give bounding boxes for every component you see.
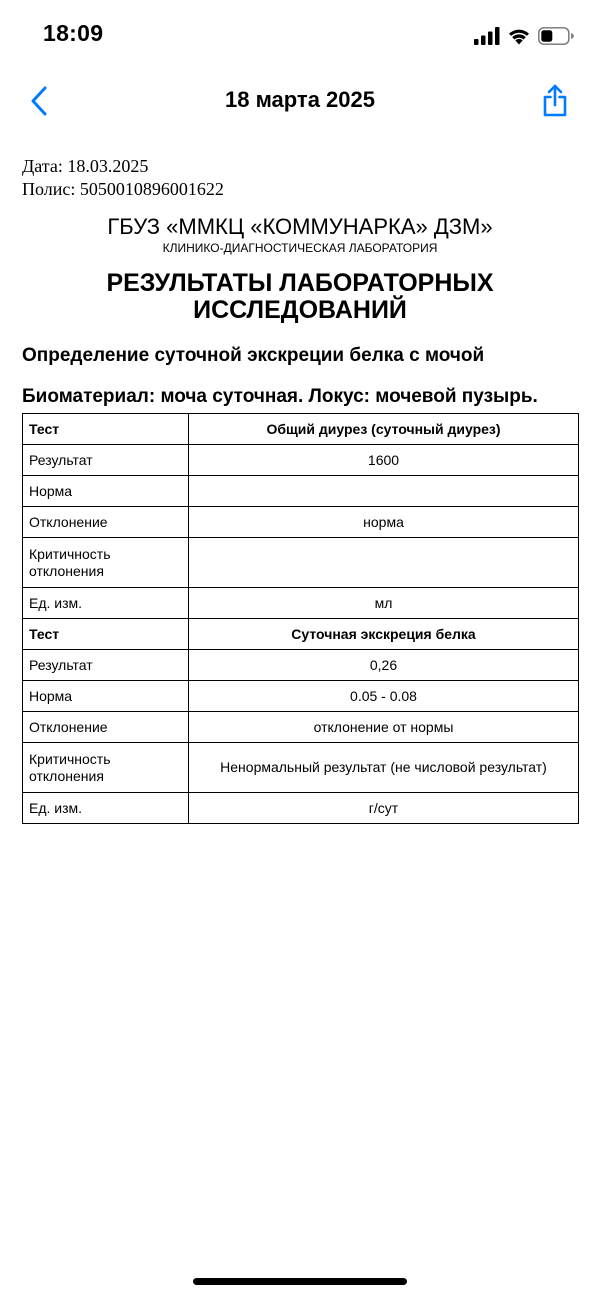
test-name: Суточная экскреция белка	[189, 619, 579, 650]
wifi-icon	[507, 27, 531, 45]
table-row	[23, 588, 579, 619]
row-value: 0.05 - 0.08	[189, 681, 579, 712]
table-row	[23, 681, 579, 712]
organization-name: ГБУЗ «ММКЦ «КОММУНАРКА» ДЗМ»	[107, 214, 493, 239]
table-row	[23, 538, 579, 588]
row-label: Критичность отклонения	[23, 743, 189, 793]
row-value: 1600	[189, 445, 579, 476]
test-header-row	[23, 619, 579, 650]
row-value: отклонение от нормы	[189, 712, 579, 743]
laboratory-name: КЛИНИКО-ДИАГНОСТИЧЕСКАЯ ЛАБОРАТОРИЯ	[162, 241, 438, 255]
document-title-line-1: РЕЗУЛЬТАТЫ ЛАБОРАТОРНЫХ	[106, 269, 494, 297]
table-row	[23, 445, 579, 476]
row-value: 0,26	[189, 650, 579, 681]
row-label: Результат	[23, 445, 189, 476]
document-date: Дата: 18.03.2025	[22, 156, 149, 176]
table-row	[23, 743, 579, 793]
document-title-line-2: ИССЛЕДОВАНИЙ	[193, 296, 407, 324]
share-icon	[542, 84, 568, 118]
row-value: Ненормальный результат (не числовой результат)	[189, 743, 579, 793]
test-name: Общий диурез (суточный диурез)	[189, 414, 579, 445]
status-time: 18:09	[43, 20, 104, 46]
home-indicator[interactable]	[193, 1278, 407, 1285]
table-row	[23, 476, 579, 507]
row-label: Результат	[23, 650, 189, 681]
row-value	[189, 476, 579, 507]
nav-title: 18 марта 2025	[224, 87, 375, 112]
row-value: г/сут	[189, 793, 579, 824]
row-label: Критичность отклонения	[23, 538, 189, 588]
navigation-bar	[0, 72, 600, 132]
cellular-signal-icon	[474, 27, 500, 45]
row-label: Норма	[23, 681, 189, 712]
policy-number: Полис: 5050010896001622	[22, 179, 224, 199]
battery-icon	[538, 27, 574, 45]
table-row	[23, 507, 579, 538]
table-row	[23, 650, 579, 681]
table-row	[23, 712, 579, 743]
share-button[interactable]	[540, 82, 570, 120]
biomaterial-line: Биоматериал: моча суточная. Локус: мочевой пузырь.	[22, 386, 538, 407]
status-icons	[474, 24, 574, 48]
row-label: Отклонение	[23, 507, 189, 538]
results-table	[22, 413, 579, 824]
status-bar	[0, 0, 600, 70]
document-view	[22, 155, 578, 824]
test-header-label: Тест	[23, 619, 189, 650]
test-header-label: Тест	[23, 414, 189, 445]
row-label: Норма	[23, 476, 189, 507]
row-value: норма	[189, 507, 579, 538]
section-title: Определение суточной экскреции белка с мочой	[22, 345, 485, 366]
row-label: Ед. изм.	[23, 793, 189, 824]
document-title	[22, 270, 578, 324]
test-header-row	[23, 414, 579, 445]
row-label: Отклонение	[23, 712, 189, 743]
row-value: мл	[189, 588, 579, 619]
row-value	[189, 538, 579, 588]
table-row	[23, 793, 579, 824]
row-label: Ед. изм.	[23, 588, 189, 619]
